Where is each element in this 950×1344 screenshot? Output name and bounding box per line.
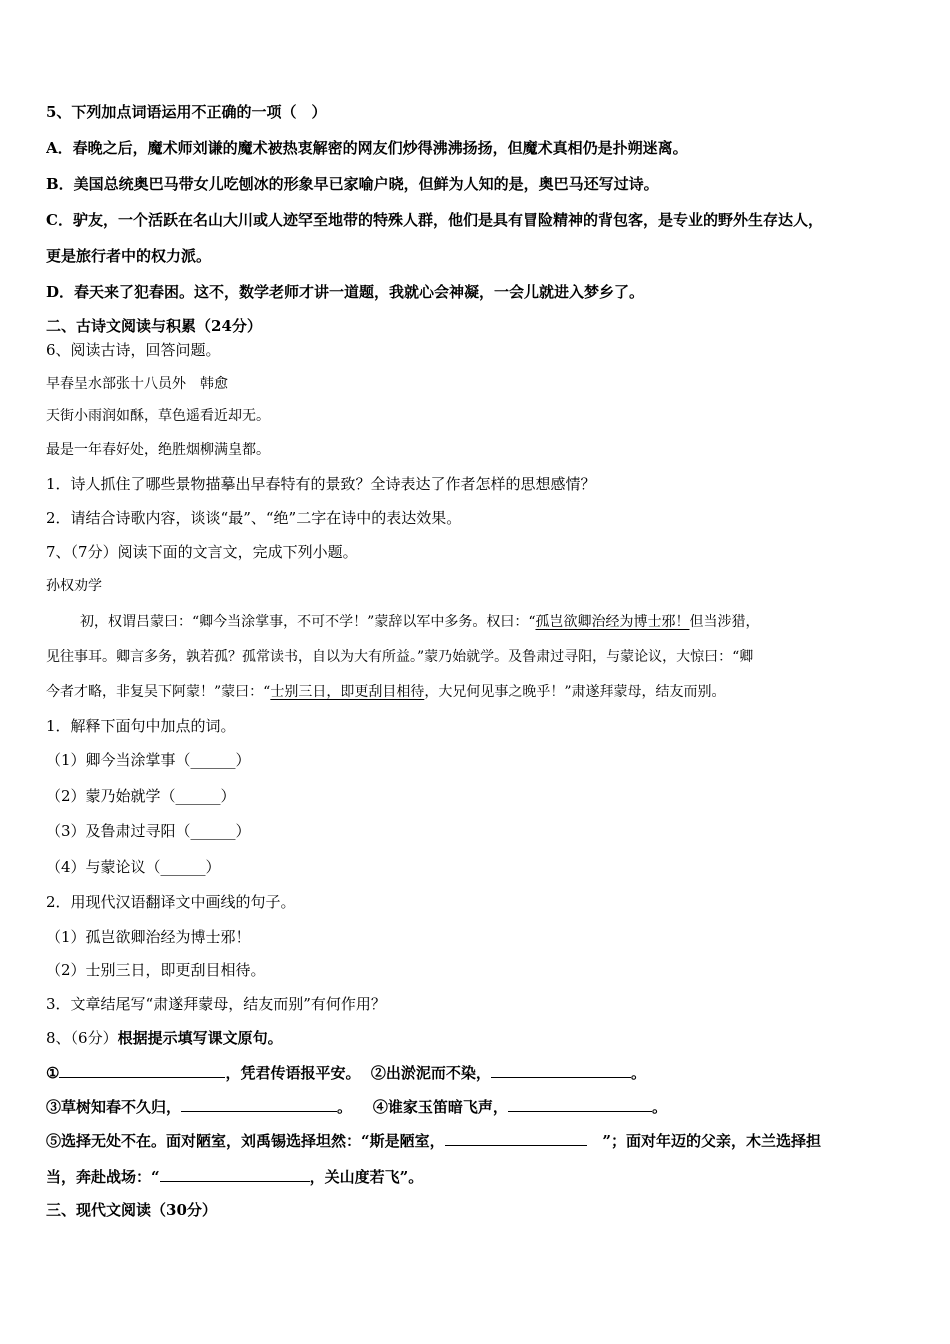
q7-text-title: 孙权劝学 <box>46 578 102 594</box>
q8-line2: ③草树知春不久归， 。 ④谁家玉笛暗飞声， 。 <box>46 1098 667 1116</box>
answer-blank[interactable] <box>491 1062 631 1078</box>
q8-line4: 当，奔赴战场：“ ，关山度若飞”。 <box>46 1168 424 1186</box>
q7-sub1-item2: （2）蒙乃始就学（______） <box>46 787 236 805</box>
q7-sub1: 1．解释下面句中加点的词。 <box>46 717 236 735</box>
q5-option-c-line2: 更是旅行者中的权力派。 <box>46 247 212 265</box>
q7-passage-line3: 今者才略，非复吴下阿蒙！”蒙曰：“士别三日，即更刮目相待，大兄何见事之晚乎！”肃遂拜蒙母，结友而别。 <box>46 684 726 700</box>
q5-option-b: B．美国总统奥巴马带女儿吃刨冰的形象早已家喻户晓，但鲜为人知的是，奥巴马还写过诗。 <box>46 175 659 193</box>
q7-passage-line1: 初，权谓吕蒙曰：“卿今当涂掌事，不可不学！”蒙辞以军中多务。权曰：“孤岂欲卿治经为博士邪！但当涉猎， <box>80 614 760 630</box>
answer-blank[interactable] <box>508 1096 652 1112</box>
answer-blank[interactable] <box>445 1130 587 1146</box>
q5-option-a: A．春晚之后，魔术师刘谦的魔术被热衷解密的网友们炒得沸沸扬扬，但魔术真相仍是扑朔迷离。 <box>46 139 688 157</box>
underlined-sentence-2: 士别三日，即更刮目相待 <box>270 684 425 700</box>
q7-title: 7、（7分）阅读下面的文言文，完成下列小题。 <box>46 543 358 561</box>
q7-sub3: 3．文章结尾写“肃遂拜蒙母，结友而别”有何作用？ <box>46 995 386 1013</box>
q8-line1: ① ，凭君传语报平安。 ②出淤泥而不染， 。 <box>46 1064 646 1082</box>
q6-title: 6、阅读古诗，回答问题。 <box>46 341 221 359</box>
q8-line3: ⑤选择无处不在。面对陋室，刘禹锡选择坦然：“斯是陋室， ”；面对年迈的父亲，木兰选择担 <box>46 1132 821 1150</box>
answer-blank[interactable] <box>59 1062 225 1078</box>
q7-sub2-item1: （1）孤岂欲卿治经为博士邪！ <box>46 928 251 946</box>
q5-option-c-line1: C．驴友，一个活跃在名山大川或人迹罕至地带的特殊人群，他们是具有冒险精神的背包客，是专业的野外生存达人， <box>46 211 823 229</box>
q7-sub2-item2: （2）士别三日，即更刮目相待。 <box>46 961 266 979</box>
q7-sub1-item1: （1）卿今当涂掌事（______） <box>46 751 251 769</box>
q7-sub1-item3: （3）及鲁肃过寻阳（______） <box>46 822 251 840</box>
underlined-sentence-1: 孤岂欲卿治经为博士邪！ <box>535 614 690 630</box>
q7-sub2: 2．用现代汉语翻译文中画线的句子。 <box>46 893 296 911</box>
q6-sub2: 2．请结合诗歌内容，谈谈“最”、“绝”二字在诗中的表达效果。 <box>46 509 462 527</box>
q7-sub1-item4: （4）与蒙论议（______） <box>46 858 221 876</box>
poem-line-2: 最是一年春好处，绝胜烟柳满皇都。 <box>46 442 270 458</box>
answer-blank[interactable] <box>160 1166 310 1182</box>
poem-line-1: 天街小雨润如酥，草色遥看近却无。 <box>46 408 270 424</box>
q5-option-d: D．春天来了犯春困。这不，数学老师才讲一道题，我就心会神凝，一会儿就进入梦乡了。 <box>46 283 645 301</box>
section3-heading: 三、现代文阅读（30分） <box>46 1201 217 1219</box>
q6-sub1: 1．诗人抓住了哪些景物描摹出早春特有的景致？全诗表达了作者怎样的思想感情？ <box>46 475 596 493</box>
q8-title: 8、（6分）根据提示填写课文原句。 <box>46 1029 283 1047</box>
section2-heading: 二、古诗文阅读与积累（24分） <box>46 317 262 335</box>
q5-title: 5、下列加点词语运用不正确的一项（ ） <box>46 103 327 121</box>
q7-passage-line2: 见往事耳。卿言多务，孰若孤？孤常读书，自以为大有所益。”蒙乃始就学。及鲁肃过寻阳，与蒙论议，大惊曰：“卿 <box>46 649 754 665</box>
answer-blank[interactable] <box>181 1096 337 1112</box>
poem-title: 早春呈水部张十八员外 韩愈 <box>46 376 228 392</box>
